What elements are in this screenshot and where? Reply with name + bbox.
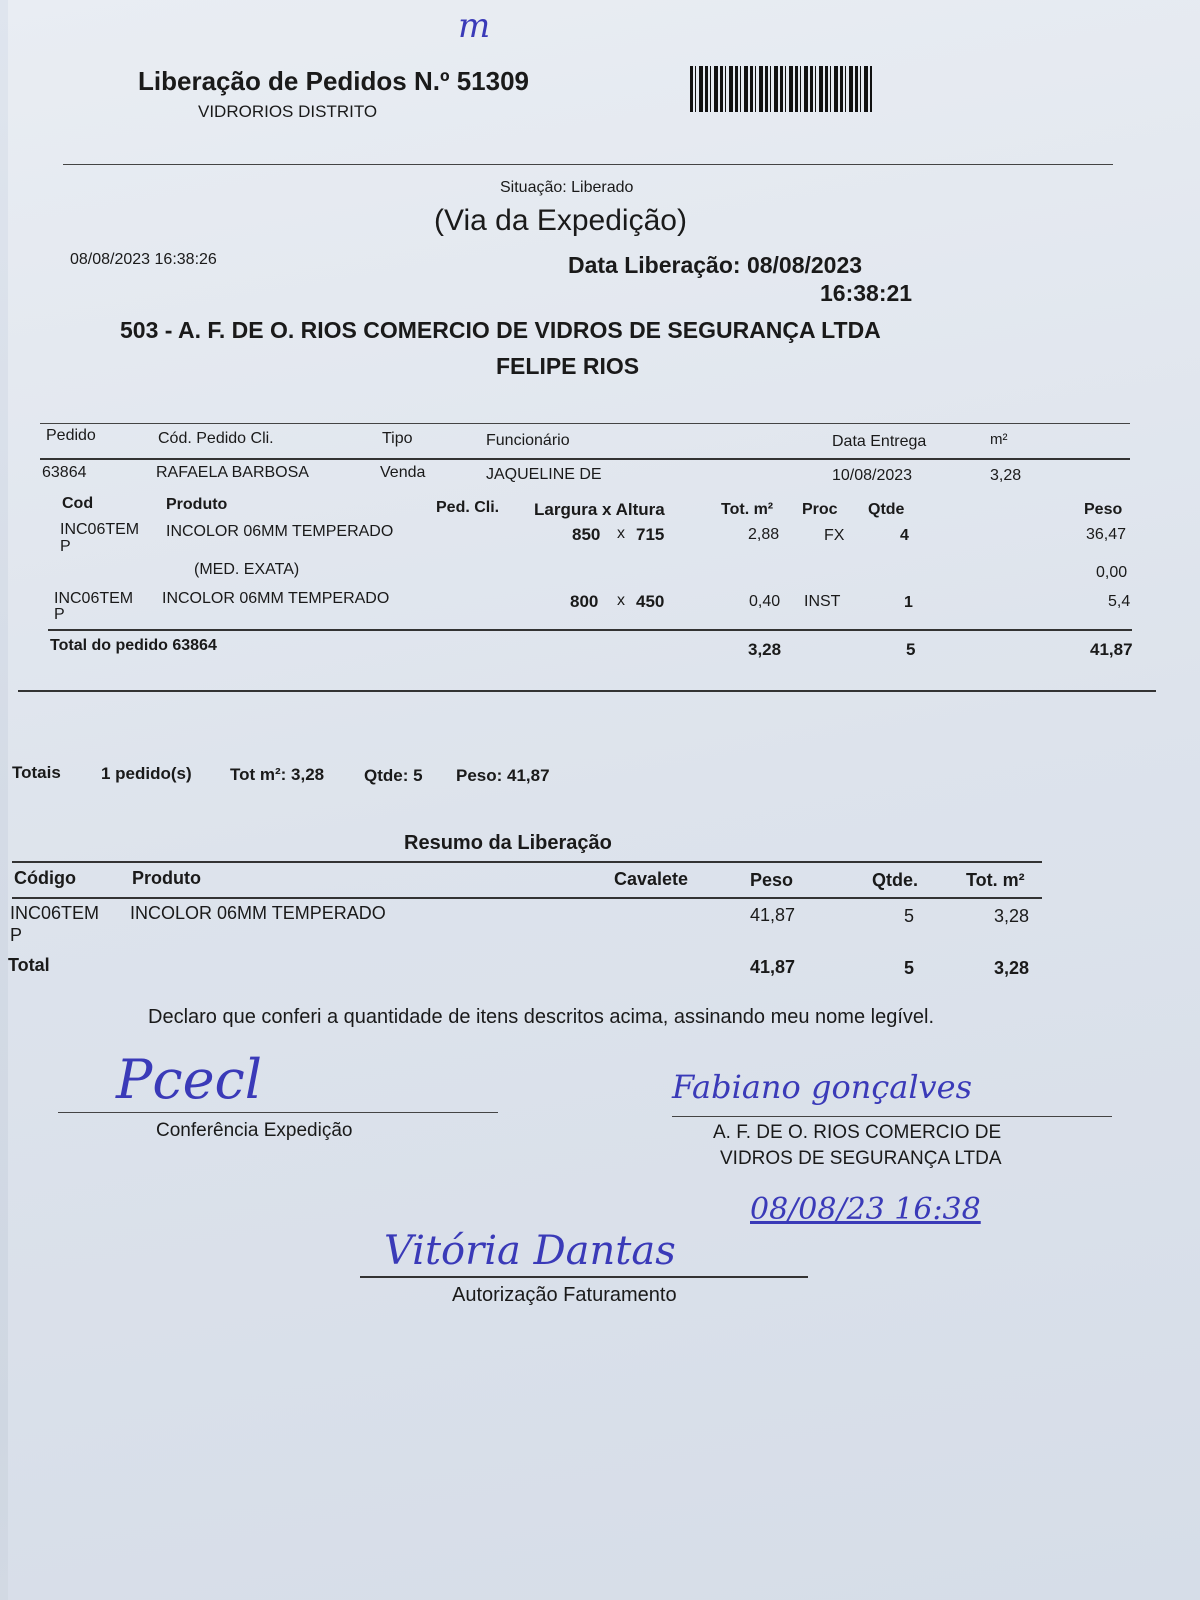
signature-line-bottom — [360, 1276, 808, 1278]
item-2-cod: INC06TEM — [54, 590, 134, 607]
table-top-rule — [40, 423, 1130, 424]
item-1-tot-m2: 2,88 — [748, 526, 780, 543]
col-funcionario: Funcionário — [486, 432, 570, 449]
val-funcionario: JAQUELINE DE — [486, 466, 602, 483]
totals-pedidos: 1 pedido(s) — [101, 764, 192, 783]
signature-label-bottom: Autorização Faturamento — [452, 1284, 677, 1306]
summary-total-label: Total — [8, 955, 50, 975]
summary-row-qtde: 5 — [904, 906, 915, 926]
items-col-ped-cli: Ped. Cli. — [436, 499, 500, 516]
totals-m2: Tot m²: 3,28 — [230, 765, 325, 784]
summary-col-peso: Peso — [750, 870, 794, 890]
release-date: Data Liberação: 08/08/2023 — [568, 252, 863, 278]
company-name: VIDRORIOS DISTRITO — [198, 102, 378, 121]
item-2-proc: INST — [804, 593, 841, 610]
signature-label-right-1: A. F. DE O. RIOS COMERCIO DE — [713, 1122, 1002, 1143]
summary-col-qtde: Qtde. — [872, 870, 919, 890]
item-1-peso: 36,47 — [1086, 526, 1127, 543]
item-1-largura: 850 — [572, 525, 601, 544]
item-1-produto: INCOLOR 06MM TEMPERADO — [166, 523, 394, 540]
signature-line-right — [672, 1116, 1112, 1117]
summary-title: Resumo da Liberação — [404, 832, 612, 854]
val-m2: 3,28 — [990, 467, 1022, 484]
totals-qtde: Qtde: 5 — [364, 766, 423, 785]
signature-label-right-2: VIDROS DE SEGURANÇA LTDA — [720, 1148, 1002, 1169]
val-cod-pedido-cli: RAFAELA BARBOSA — [156, 464, 309, 481]
signature-conferencia: Pcecl — [116, 1048, 263, 1111]
summary-total-tot-m2: 3,28 — [994, 958, 1030, 978]
signature-autorizacao: Vitória Dantas — [384, 1228, 676, 1274]
item-1-cod: INC06TEM — [60, 521, 140, 538]
print-timestamp: 08/08/2023 16:38:26 — [70, 251, 217, 268]
item-1-qtde: 4 — [900, 527, 909, 544]
item-2-largura: 800 — [570, 592, 599, 611]
items-col-qtde: Qtde — [868, 501, 905, 518]
document-page — [8, 0, 1200, 1600]
summary-col-tot-m2: Tot. m² — [966, 870, 1025, 890]
summary-top-rule — [12, 861, 1042, 863]
item-1-cod-cont: P — [60, 538, 71, 555]
val-data-entrega: 10/08/2023 — [832, 467, 913, 484]
signature-company: Fabiano gonçalves — [672, 1068, 972, 1106]
client-name: 503 - A. F. DE O. RIOS COMERCIO DE VIDROS DE SEGURANÇA LTDA — [120, 317, 881, 343]
handwritten-date: 08/08/23 16:38 — [750, 1192, 981, 1227]
table-header-rule — [40, 458, 1130, 460]
declaration-text: Declaro que conferi a quantidade de itens descritos acima, assinando meu nome legível. — [148, 1006, 935, 1028]
item-1-x: x — [617, 525, 625, 542]
summary-header-rule — [12, 897, 1042, 899]
order-end-rule — [18, 690, 1156, 692]
order-total-m2: 3,28 — [748, 640, 782, 659]
summary-col-codigo: Código — [14, 868, 76, 888]
items-col-cod: Cod — [62, 495, 94, 512]
col-m2: m² — [990, 431, 1008, 448]
item-1-altura: 715 — [636, 525, 665, 544]
item-note-peso: 0,00 — [1096, 564, 1128, 581]
items-col-produto: Produto — [166, 496, 228, 513]
summary-row-tot-m2: 3,28 — [994, 906, 1030, 926]
val-tipo: Venda — [380, 464, 426, 481]
item-2-peso: 5,4 — [1108, 593, 1131, 610]
items-col-tot-m2: Tot. m² — [721, 501, 774, 518]
totals-peso: Peso: 41,87 — [456, 766, 550, 785]
items-col-largura-altura: Largura x Altura — [534, 500, 665, 519]
summary-total-peso: 41,87 — [750, 957, 796, 977]
totals-label: Totais — [12, 763, 61, 782]
order-total-peso: 41,87 — [1090, 640, 1133, 659]
initial-mark: m — [458, 6, 491, 46]
item-2-produto: INCOLOR 06MM TEMPERADO — [162, 590, 390, 607]
summary-row-produto: INCOLOR 06MM TEMPERADO — [130, 903, 386, 923]
item-1-proc: FX — [824, 527, 845, 544]
col-pedido: Pedido — [46, 427, 96, 444]
situation-label: Situação: Liberado — [500, 179, 634, 196]
item-2-altura: 450 — [636, 592, 665, 611]
header-divider — [63, 164, 1113, 165]
col-cod-pedido-cli: Cód. Pedido Cli. — [158, 430, 274, 447]
order-total-label: Total do pedido 63864 — [50, 637, 217, 654]
items-col-peso: Peso — [1084, 501, 1123, 518]
barcode — [690, 66, 872, 112]
item-note: (MED. EXATA) — [194, 561, 300, 578]
signature-label-left: Conferência Expedição — [156, 1120, 353, 1141]
order-total-qtde: 5 — [906, 640, 916, 659]
summary-row-codigo-cont: P — [10, 925, 23, 945]
summary-col-produto: Produto — [132, 868, 201, 888]
order-total-rule — [48, 629, 1132, 631]
col-data-entrega: Data Entrega — [832, 433, 927, 450]
col-tipo: Tipo — [382, 430, 413, 447]
item-2-qtde: 1 — [904, 594, 913, 611]
summary-total-qtde: 5 — [904, 958, 915, 978]
summary-row-codigo: INC06TEM — [10, 903, 100, 923]
items-col-proc: Proc — [802, 501, 838, 518]
item-2-cod-cont: P — [54, 606, 65, 623]
item-2-x: x — [617, 592, 625, 609]
item-2-tot-m2: 0,40 — [749, 593, 781, 610]
client-contact: FELIPE RIOS — [496, 353, 640, 379]
val-pedido: 63864 — [42, 464, 87, 481]
release-time: 16:38:21 — [820, 280, 913, 306]
via-label: (Via da Expedição) — [434, 204, 687, 237]
document-title: Liberação de Pedidos N.º 51309 — [138, 66, 529, 96]
signature-line-left — [58, 1112, 498, 1113]
summary-col-cavalete: Cavalete — [614, 869, 689, 889]
summary-row-peso: 41,87 — [750, 905, 796, 925]
